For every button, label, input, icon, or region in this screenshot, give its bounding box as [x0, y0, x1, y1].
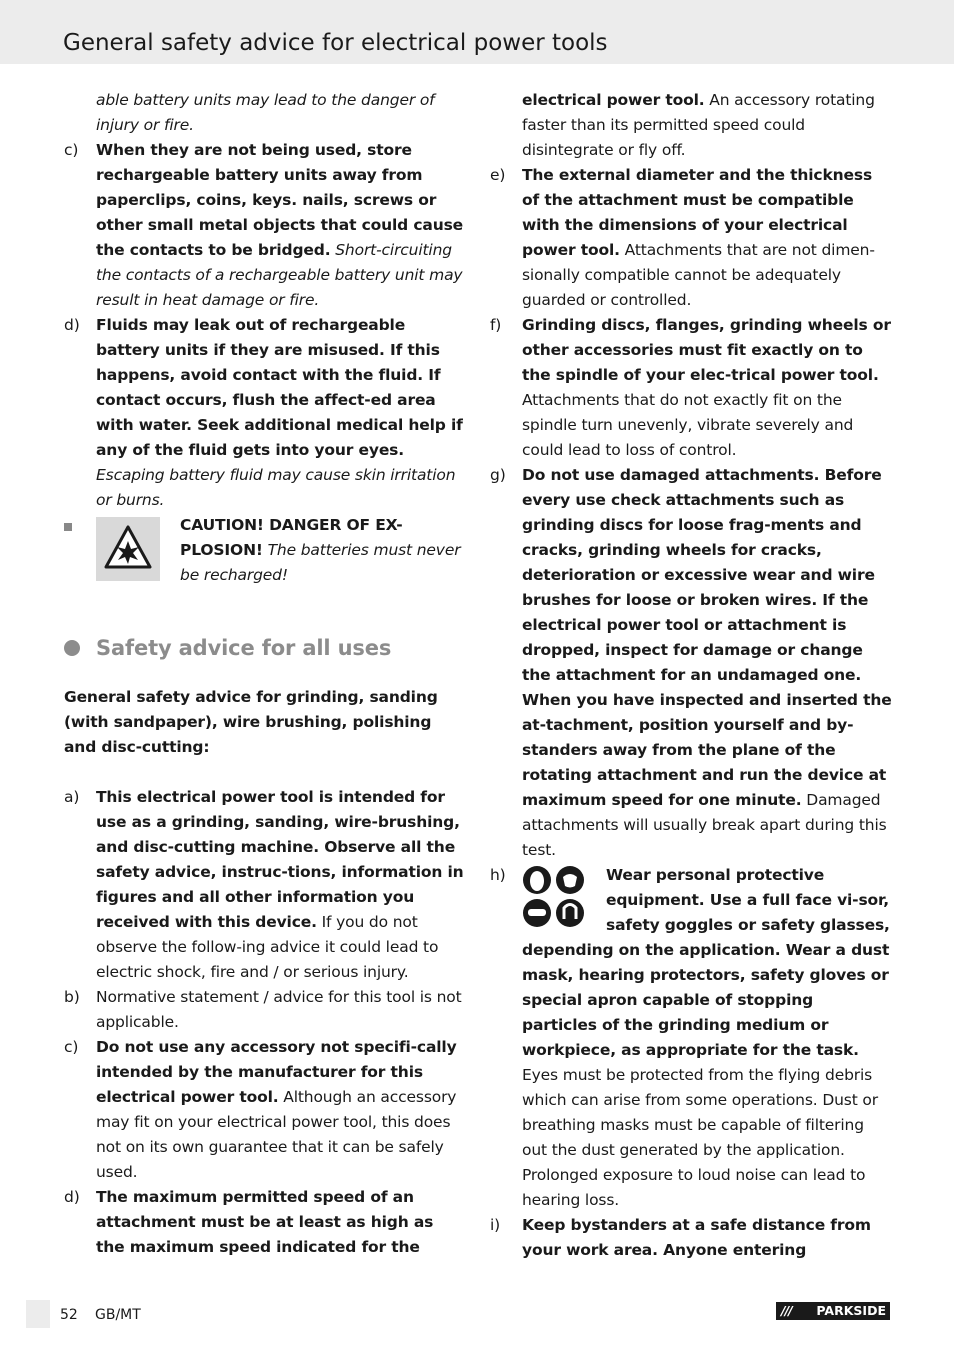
item-bold-text: Grinding discs, flanges, grinding wheels or other accessories must fit exactly on to the spindle of your elec-trical power tool.: [522, 316, 891, 384]
item-text: Normative statement / advice for this tool is not applicable.: [96, 988, 462, 1031]
item-label: b): [64, 988, 80, 1006]
list-item-a: [64, 785, 466, 985]
item-text: Attachments that are not dimen-sionally compatible cannot be adequately guarded or controlled.: [522, 241, 875, 309]
footer-page-marker: [26, 1300, 50, 1328]
item-text: Damaged attachments will usually break apart during this test.: [522, 791, 887, 859]
item-bold-text: When they are not being used, store rechargeable battery units away from paperclips, coins, keys. nails, screws or other small metal objects that could cause the contacts to be bridged.: [96, 141, 464, 259]
right-column: [490, 88, 892, 1263]
section-title: Safety advice for all uses: [96, 636, 392, 660]
bullet-square-icon: [64, 523, 72, 531]
page-number: 52: [60, 1307, 78, 1323]
list-item-d: [64, 313, 466, 513]
item-bold-text: Wear personal protective equipment. Use a full face vi-sor, safety goggles or safety glasses, depending on the application. Wear a dust mask, hearing protectors, safety gloves or special apron capable of stopping particles of the grinding medium or workpiece, as appropriate for the task.: [522, 866, 890, 1059]
item-bold-text: Fluids may leak out of rechargeable battery units if they are misused. If this happens, avoid contact with the fluid. If contact occurs, flush the affect-ed area with water. Seek additional medical help if any of the fluid gets into your eyes.: [96, 316, 463, 459]
item-bold-text: Keep bystanders at a safe distance from your work area. Anyone entering: [522, 1216, 871, 1259]
list-item-b: [64, 985, 466, 1035]
item-bold-text: Do not use any accessory not specifi-cally intended by the manufacturer for this electrical power tool.: [96, 1038, 457, 1106]
logo-stripes-icon: ///: [781, 1303, 792, 1318]
item-text: Short-circuiting the contacts of a rechargeable battery unit may result in heat damage or fire.: [96, 241, 463, 309]
list-item-d2: [64, 1185, 466, 1260]
list-item-c2: [64, 1035, 466, 1185]
item-text: Eyes must be protected from the flying debris which can arise from some operations. Dust or breathing masks must be capable of filtering out the dust generated by the application. Prolonged exposure to loud noise can lead to hearing loss.: [522, 1066, 878, 1209]
list-item-f: [490, 313, 892, 463]
item-label: e): [490, 166, 506, 184]
explosion-warning-icon: [96, 517, 160, 581]
left-column: [64, 88, 466, 1260]
hearing-protection-icon: [556, 899, 584, 927]
item-label: c): [64, 1038, 79, 1056]
item-label: a): [64, 788, 80, 806]
item-bold-text: Do not use damaged attachments. Before every use check attachments such as grinding discs for loose frag-ments and cracks, grinding wheels for cracks, deterioration or excessive wear and wire brushes for loose or broken wires. If the electrical power tool or attachment is dropped, inspect for damage or change the attachment for an undamaged one. When you have inspected and inserted the at-tachment, position yourself and by-standers away from the plane of the rotating attachment and run the device at maximum speed for one minute.: [522, 466, 892, 809]
list-item-i: [490, 1213, 892, 1263]
item-bold-text: The maximum permitted speed of an attachment must be at least as high as the maximum speed indicated for the: [96, 1188, 434, 1256]
item-text: Escaping battery fluid may cause skin irritation or burns.: [96, 466, 456, 509]
caution-block: [64, 513, 466, 589]
language-code: GB/MT: [95, 1307, 141, 1323]
dust-mask-icon: [556, 866, 584, 894]
item-label: i): [490, 1216, 501, 1234]
item-label: g): [490, 466, 506, 484]
item-bold-text: electrical power tool.: [522, 91, 705, 109]
list-item-c: [64, 138, 466, 313]
face-shield-icon: [523, 866, 551, 894]
section-heading: [64, 633, 466, 663]
brand-logo: [776, 1302, 890, 1320]
item-label: d): [64, 316, 80, 334]
item-text: Attachments that do not exactly fit on the spindle turn unevenly, vibrate severely and could lead to loss of control.: [522, 391, 854, 459]
item-label: d): [64, 1188, 80, 1206]
list-item-h: [490, 863, 892, 1213]
bullet-circle-icon: [64, 640, 80, 656]
item-text: Although an accessory may fit on your electrical power tool, this does not on its own guarantee that it can be safely used.: [96, 1088, 457, 1181]
page-header: [0, 0, 954, 64]
item-d2-continuation: [490, 88, 892, 163]
list-item-g: [490, 463, 892, 863]
list-item-e: [490, 163, 892, 313]
caution-italic-text: The batteries must never be recharged!: [180, 541, 461, 584]
caution-text: [180, 513, 470, 588]
safety-goggles-icon: [523, 899, 551, 927]
item-text: If you do not observe the follow-ing advice it could lead to electric shock, fire and / or serious injury.: [96, 913, 439, 981]
brand-name: PARKSIDE: [816, 1303, 886, 1318]
item-bold-text: The external diameter and the thickness of the attachment must be compatible with the dimensions of your electrical power tool.: [522, 166, 873, 259]
page-title: General safety advice for electrical power tools: [63, 30, 608, 56]
item-bold-text: This electrical power tool is intended for use as a grinding, sanding, wire-brushing, and disc-cutting machine. Observe all the safety advice, instruc-tions, information in figures and all other information you received with this device.: [96, 788, 464, 931]
item-text: An accessory rotating faster than its permitted speed could disintegrate or fly off.: [522, 91, 875, 159]
ppe-icons: [522, 865, 586, 929]
item-label: f): [490, 316, 502, 334]
item-label: h): [490, 866, 506, 884]
subheading: General safety advice for grinding, sanding (with sandpaper), wire brushing, polishing and disc-cutting:: [64, 688, 438, 756]
battery-warning-continuation: able battery units may lead to the danger of injury or fire.: [96, 91, 435, 134]
caution-bold-text: CAUTION! DANGER OF EX-PLOSION!: [180, 516, 403, 559]
item-label: c): [64, 141, 79, 159]
